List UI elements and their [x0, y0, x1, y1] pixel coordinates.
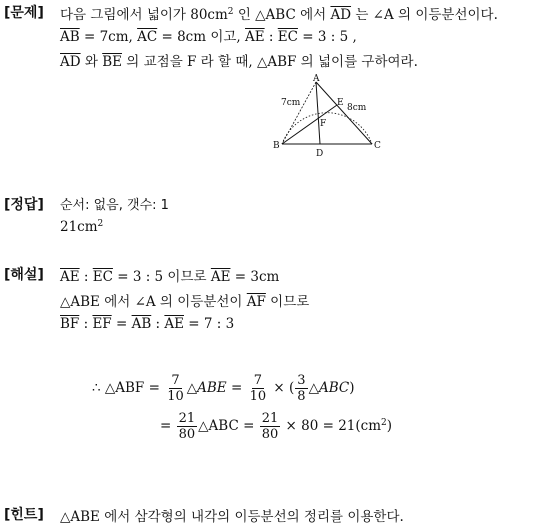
fraction: $\frac{21}{80}$ — [261, 411, 279, 442]
fraction: $\frac{21}{80}$ — [178, 411, 196, 442]
label-ac-length: 8cm — [347, 103, 367, 113]
problem-tag: [문제] — [4, 5, 44, 21]
label-d: D — [316, 149, 324, 159]
label-f: F — [320, 119, 327, 129]
fraction: $\frac{7}{10}$ — [249, 373, 267, 404]
problem-line-1: 다음 그림에서 넓이가 $80cm^2$ 인 △ABC 에서 $\overline{AD}$ 는 ∠A 의 이등분선이다. — [60, 7, 498, 23]
label-b: B — [273, 141, 280, 151]
equation-line-1: ∴ △ABF = $\frac{7}{10}$ △ABE = $\frac{7}{10}$ × ( $\frac{3}{8}$ △ABC) — [92, 373, 355, 404]
solution-line-3: $\overline{BF}$ : $\overline{EF} = \overline{AB}$ : $\overline{AE} = 7$ : 3 — [60, 316, 235, 332]
triangle-figure — [268, 74, 386, 160]
answer-value: $21cm^2$ — [60, 219, 104, 235]
fraction: $\frac{3}{8}$ — [297, 373, 306, 404]
solution-line-1: $\overline{AE}$ : $\overline{EC} = 3$ : 5 이므로 $\overline{AE} = 3cm$ — [60, 269, 280, 285]
answer-meta: 순서: 없음, 갯수: 1 — [60, 198, 169, 213]
solution-tag: [해설] — [4, 267, 44, 283]
answer-tag: [정답] — [4, 197, 44, 213]
problem-line-2: $\overline{AB} = 7cm$, $\overline{AC} = 8cm$ 이고, $\overline{AE}$ : $\overline{EC} = 3$ : 5 , — [60, 29, 357, 45]
side-ab — [282, 82, 316, 144]
solution-line-2: △ABE 에서 ∠A 의 이등분선이 $\overline{AF}$ 이므로 — [60, 294, 310, 310]
label-ab-length: 7cm — [281, 98, 301, 108]
label-c: C — [374, 141, 381, 151]
label-a: A — [313, 74, 320, 84]
hint-tag: [힌트] — [4, 507, 44, 523]
fraction: $\frac{7}{10}$ — [167, 373, 184, 404]
label-e: E — [337, 98, 344, 108]
equation-line-2: = $\frac{21}{80}$ △ABC = $\frac{21}{80}$ × $80 = 21(cm^2)$ — [160, 411, 393, 442]
hint-text: △ABE 에서 삼각형의 내각의 이등분선의 정리를 이용한다. — [60, 509, 404, 525]
problem-line-3: $\overline{AD}$ 와 $\overline{BE}$ 의 교점을 F 라 할 때, △ABF 의 넓이를 구하여라. — [60, 54, 418, 70]
side-ac — [316, 82, 372, 144]
segment-be — [282, 105, 337, 144]
